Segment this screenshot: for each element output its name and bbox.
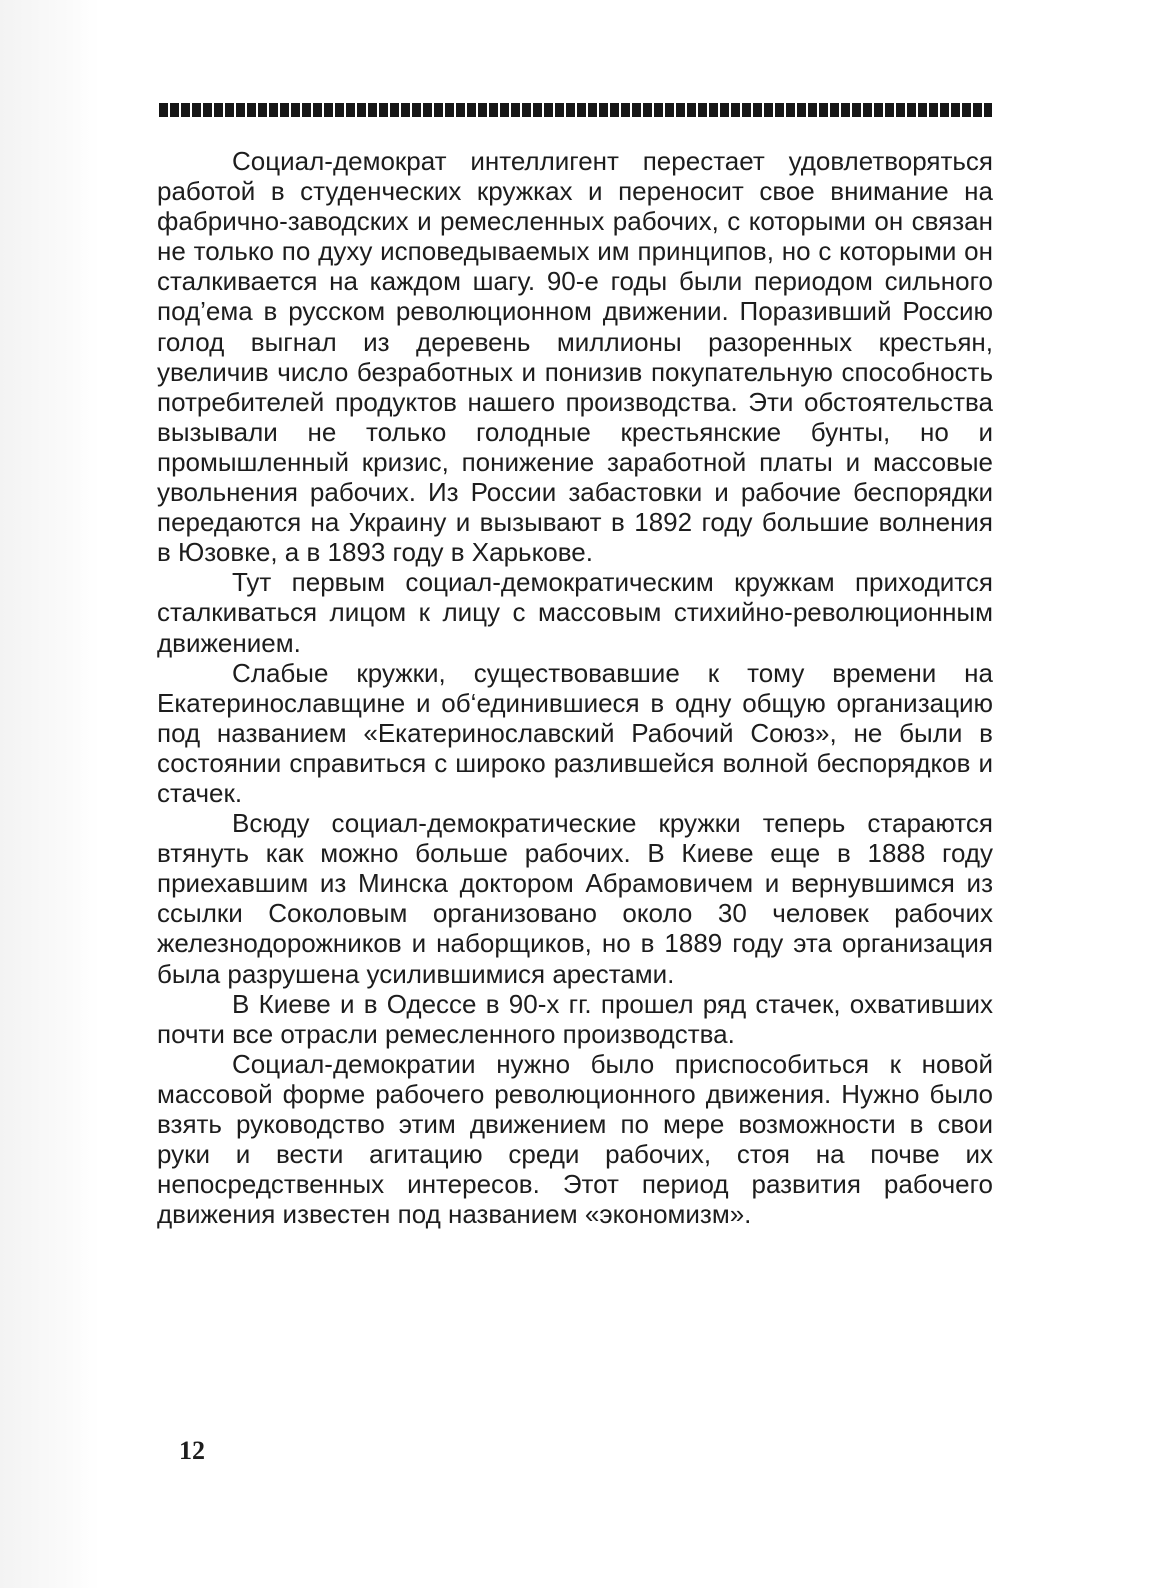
- paragraph-1: Социал-демократ интеллигент перестает удовлетворяться работой в студенческих кружках и переносит свое внимание на фабрично-заводских и ремесленных рабочих, с которыми он связан не только по духу исповедываемых им принципов, но с которыми он сталкивается на каждом шагу. 90-е годы были периодом сильного под’ема в русском революционном движении. Поразивший Россию голод выгнал из деревень миллионы разоренных крестьян, увеличив число безработных и понизив покупательную способность потребителей продуктов нашего производства. Эти обстоятельства вызывали не только голодные крестьянские бунты, но и промышленный кризис, понижение заработной платы и массовые увольнения рабочих. Из России забастовки и рабочие беспорядки передаются на Украину и вызывают в 1892 году большие волнения в Юзовке, а в 1893 году в Харькове.: [157, 146, 993, 568]
- paragraph-2: Тут первым социал-демократическим кружкам приходится сталкиваться лицом к лицу с массовым стихийно-революционным движением.: [157, 567, 993, 658]
- paragraph-5: В Киеве и в Одессе в 90-х гг. прошел ряд стачек, охвативших почти все отрасли ремесленного производства.: [157, 988, 993, 1049]
- paragraph-3: Слабые кружки, существовавшие к тому времени на Екатеринославщине и об‘единившиеся в одну общую организацию под названием «Екатеринославский Рабочий Союз», не были в состоянии справиться с широко разлившейся волной беспорядков и стачек.: [157, 657, 993, 808]
- page-number: 12: [179, 1436, 205, 1465]
- paragraph-4: Всюду социал-демократические кружки теперь стараются втянуть как можно больше рабочих. В Киеве еще в 1888 году приехавшим из Минска доктором Абрамовичем и вернувшимся из ссылки Соколовым организовано около 30 человек рабочих железнодорожников и наборщиков, но в 1889 году эта организация была разрушена усилившимися арестами.: [157, 808, 993, 989]
- body-text: [157, 146, 993, 1229]
- page-edge-shade: [0, 0, 100, 1588]
- paragraph-6: Социал-демократии нужно было приспособиться к новой массовой форме рабочего революционного движения. Нужно было взять руководство этим движением по мере возможности в свои руки и вести агитацию среди рабочих, стоя на почве их непосредственных интересов. Этот период развития рабочего движения известен под названием «экономизм».: [157, 1048, 993, 1230]
- header-ornament-rule: [159, 103, 992, 117]
